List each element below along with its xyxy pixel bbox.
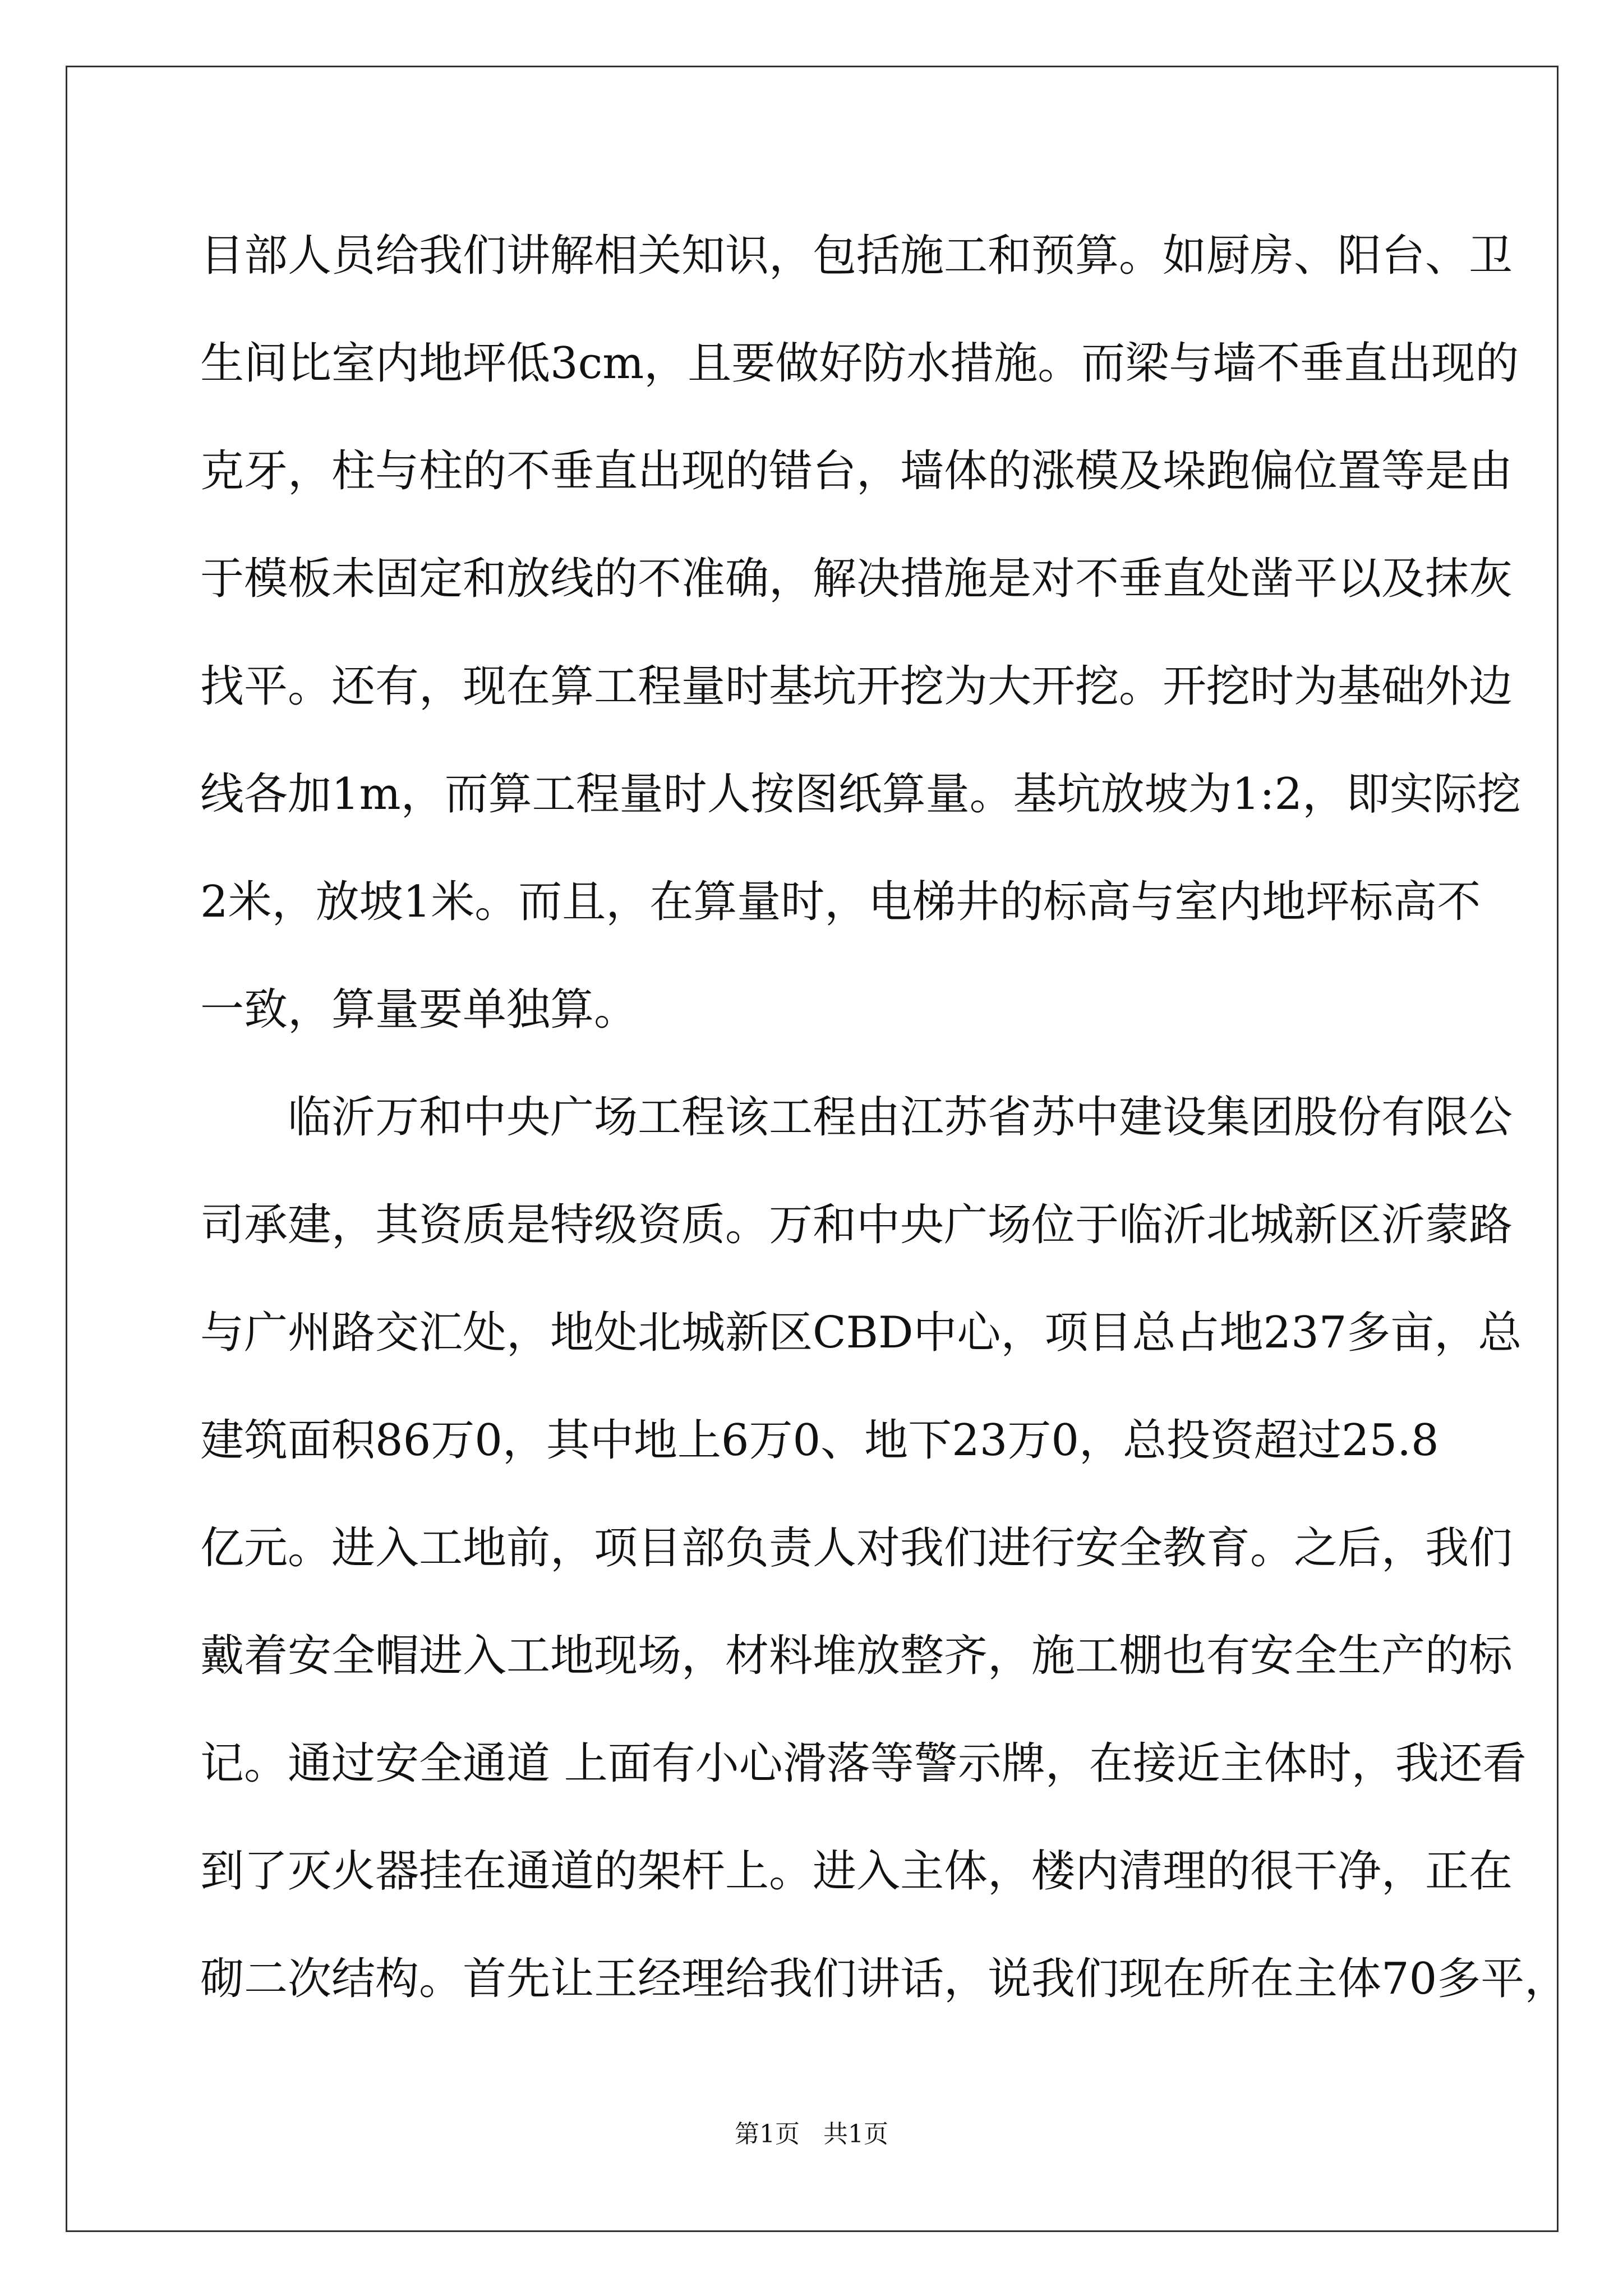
text-line: 记。通过安全通道 上面有小心滑落等警示牌，在接近主体时，我还看: [200, 1738, 1527, 1789]
paragraph-1: [200, 202, 1521, 1064]
text-line: 临沂万和中央广场工程该工程由江苏省苏中建设集团股份有限公: [288, 1092, 1513, 1143]
page-number-footer: 第1页 共1页: [735, 2120, 888, 2148]
text-line: 于模板未固定和放线的不准确，解决措施是对不垂直处凿平以及抹灰: [200, 554, 1513, 604]
text-line: 生间比室内地坪低3cm，且要做好防水措施。而梁与墙不垂直出现的: [200, 338, 1519, 389]
text-line: 建筑面积86万0，其中地上6万0、地下23万0，总投资超过25.8: [200, 1415, 1439, 1466]
paragraph-2: [200, 1064, 1569, 2033]
text-line: 到了灭火器挂在通道的架杆上。进入主体，楼内清理的很干净，正在: [200, 1846, 1513, 1897]
text-line: 砌二次结构。首先让王经理给我们讲话，说我们现在所在主体70多平，: [200, 1954, 1569, 2004]
text-line: 克牙，柱与柱的不垂直出现的错台，墙体的涨模及垛跑偏位置等是由: [200, 446, 1513, 496]
text-line: 线各加1m，而算工程量时人按图纸算量。基坑放坡为1:2，即实际挖: [200, 769, 1521, 820]
text-line: 戴着安全帽进入工地现场，材料堆放整齐，施工棚也有安全生产的标: [200, 1631, 1513, 1681]
document-body: [200, 202, 1569, 2033]
text-line: 找平。还有，现在算工程量时基坑开挖为大开挖。开挖时为基础外边: [200, 661, 1513, 712]
text-line: 司承建，其资质是特级资质。万和中央广场位于临沂北城新区沂蒙路: [200, 1200, 1513, 1250]
text-line: 目部人员给我们讲解相关知识，包括施工和预算。如厨房、阳台、卫: [200, 231, 1513, 281]
text-line: 与广州路交汇处，地处北城新区CBD中心，项目总占地237多亩，总: [200, 1308, 1522, 1358]
text-line: 2米，放坡1米。而且，在算量时，电梯井的标高与室内地坪标高不: [200, 877, 1481, 927]
text-line: 亿元。进入工地前，项目部负责人对我们进行安全教育。之后，我们: [200, 1523, 1513, 1573]
text-line: 一致，算量要单独算。: [200, 984, 638, 1035]
